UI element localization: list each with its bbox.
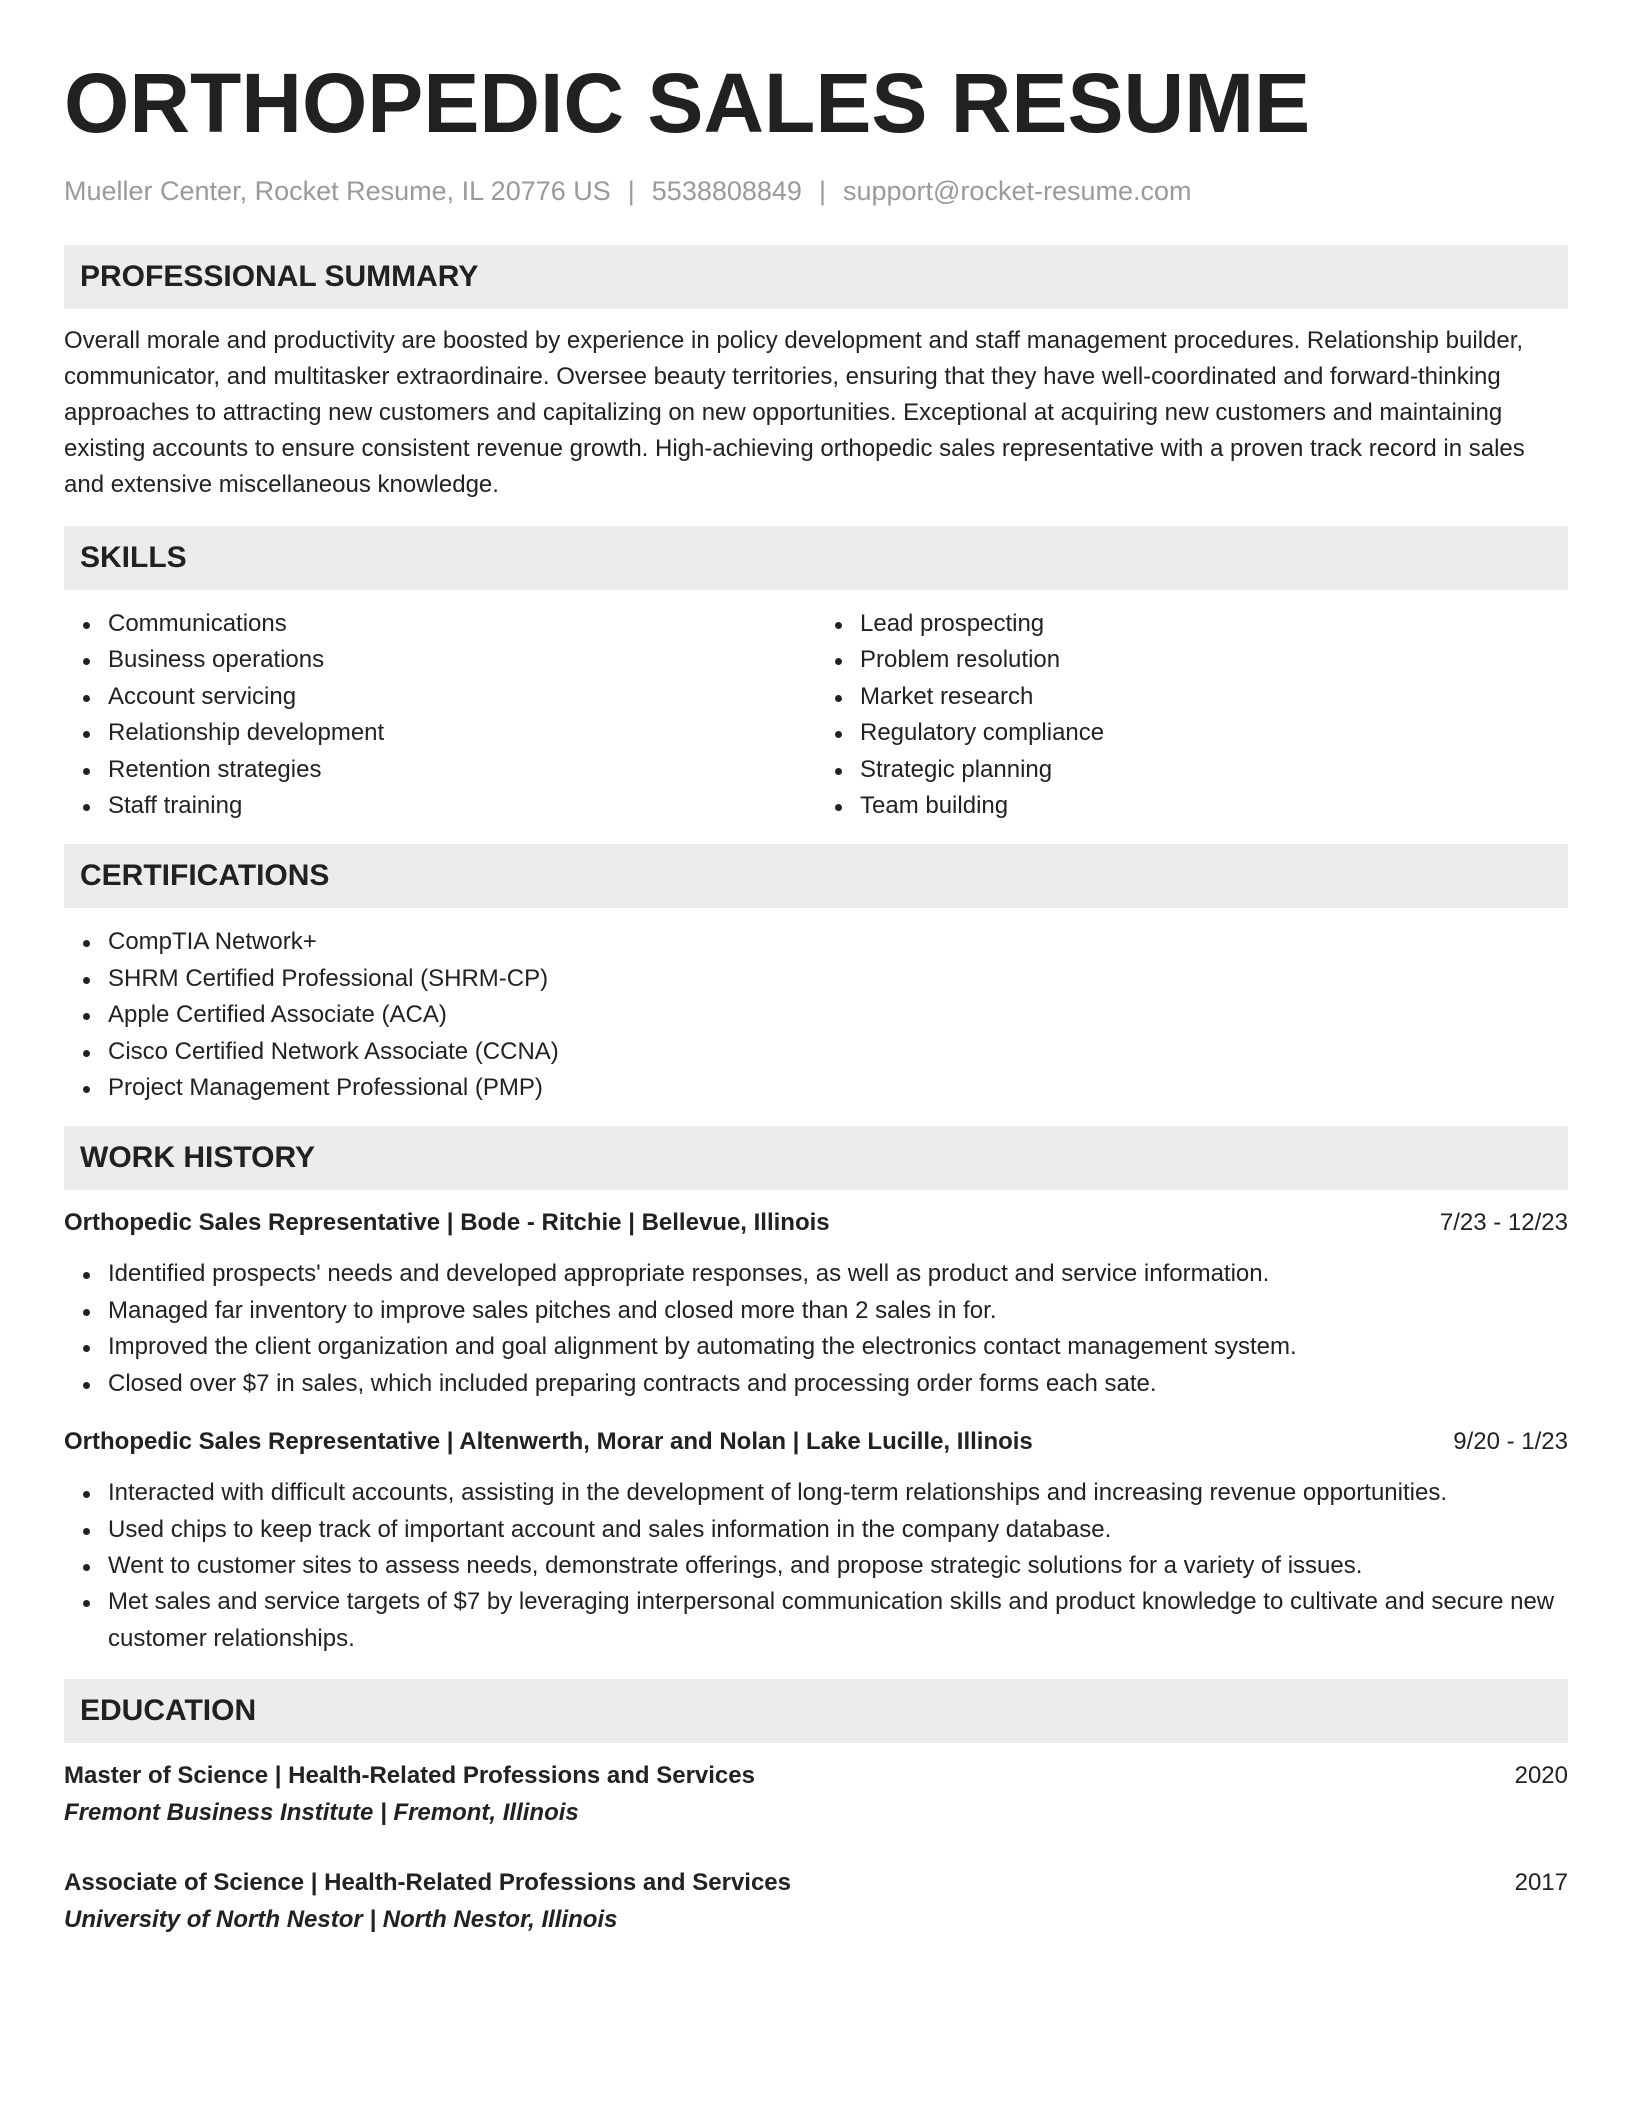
skill-item: Staff training xyxy=(108,788,816,824)
section-heading-skills: SKILLS xyxy=(64,526,1568,590)
resume-title: ORTHOPEDIC SALES RESUME xyxy=(64,56,1311,150)
certification-item: Apple Certified Associate (ACA) xyxy=(108,997,1568,1033)
contact-line xyxy=(64,174,1568,208)
job-bullets xyxy=(64,1475,1568,1657)
education-entry xyxy=(64,1866,1568,1938)
certification-item: Cisco Certified Network Associate (CCNA) xyxy=(108,1034,1568,1070)
job-bullets xyxy=(64,1256,1568,1402)
education-institution: University of North Nestor | North Nestor, Illinois xyxy=(64,1906,618,1934)
job-bullet: Identified prospects' needs and developed appropriate responses, as well as product and service information. xyxy=(108,1256,1568,1292)
skill-item: Market research xyxy=(860,679,1568,715)
skill-item: Communications xyxy=(108,606,816,642)
section-heading-education: EDUCATION xyxy=(64,1679,1568,1743)
contact-address: Mueller Center, Rocket Resume, IL 20776 US xyxy=(64,176,611,206)
certification-item: SHRM Certified Professional (SHRM-CP) xyxy=(108,961,1568,997)
job-entry xyxy=(64,1206,1568,1402)
skill-item: Account servicing xyxy=(108,679,816,715)
contact-separator: | xyxy=(818,176,826,206)
job-bullet: Went to customer sites to assess needs, demonstrate offerings, and propose strategic solutions for a variety of issues. xyxy=(108,1548,1568,1584)
job-header xyxy=(64,1425,1568,1459)
skill-item: Business operations xyxy=(108,642,816,678)
certification-item: Project Management Professional (PMP) xyxy=(108,1070,1568,1106)
education-entry xyxy=(64,1759,1568,1831)
job-title: Orthopedic Sales Representative | Altenwerth, Morar and Nolan | Lake Lucille, Illinois xyxy=(64,1428,1033,1456)
certifications-list xyxy=(64,924,1568,1106)
contact-email: support@rocket-resume.com xyxy=(842,176,1192,206)
job-entry xyxy=(64,1425,1568,1657)
skill-item: Team building xyxy=(860,788,1568,824)
education-year: 2020 xyxy=(1514,1762,1568,1790)
education-year: 2017 xyxy=(1514,1869,1568,1897)
job-bullet: Closed over $7 in sales, which included preparing contracts and processing order forms each sate. xyxy=(108,1366,1568,1402)
section-heading-summary: PROFESSIONAL SUMMARY xyxy=(64,245,1568,309)
skills-column-left xyxy=(64,606,816,824)
skill-item: Strategic planning xyxy=(860,752,1568,788)
section-heading-work-history: WORK HISTORY xyxy=(64,1126,1568,1190)
skill-item: Retention strategies xyxy=(108,752,816,788)
education-header xyxy=(64,1759,1568,1793)
education-degree: Master of Science | Health-Related Professions and Services xyxy=(64,1762,755,1790)
job-dates: 9/20 - 1/23 xyxy=(1453,1428,1568,1456)
contact-separator: | xyxy=(627,176,635,206)
job-bullet: Managed far inventory to improve sales pitches and closed more than 2 sales in for. xyxy=(108,1293,1568,1329)
skill-item: Regulatory compliance xyxy=(860,715,1568,751)
skills-list xyxy=(64,606,1568,824)
section-heading-certifications: CERTIFICATIONS xyxy=(64,844,1568,908)
job-header xyxy=(64,1206,1568,1240)
summary-text: Overall morale and productivity are boosted by experience in policy development and staff management procedures. Relationship builder, communicator, and multitasker extraordinaire. Oversee beauty territories, ensuring that they have well-coordinated and forward-thinking approaches to attracting new customers and capitalizing on new opportunities. Exceptional at acquiring new customers and maintaining existing accounts to ensure consistent revenue growth. High-achieving orthopedic sales representative with a proven track record in sales and extensive miscellaneous knowledge. xyxy=(64,327,1525,498)
job-bullet: Used chips to keep track of important account and sales information in the company database. xyxy=(108,1512,1568,1548)
education-institution: Fremont Business Institute | Fremont, Illinois xyxy=(64,1799,579,1827)
skill-item: Lead prospecting xyxy=(860,606,1568,642)
job-bullet: Improved the client organization and goal alignment by automating the electronics contact management system. xyxy=(108,1329,1568,1365)
job-title: Orthopedic Sales Representative | Bode - Ritchie | Bellevue, Illinois xyxy=(64,1209,830,1237)
resume-page xyxy=(64,58,1568,1938)
job-bullet: Interacted with difficult accounts, assisting in the development of long-term relationships and increasing revenue opportunities. xyxy=(108,1475,1568,1511)
skill-item: Problem resolution xyxy=(860,642,1568,678)
education-degree: Associate of Science | Health-Related Professions and Services xyxy=(64,1869,791,1897)
skill-item: Relationship development xyxy=(108,715,816,751)
certification-item: CompTIA Network+ xyxy=(108,924,1568,960)
skills-column-right xyxy=(816,606,1568,824)
contact-phone: 5538808849 xyxy=(651,176,802,206)
job-dates: 7/23 - 12/23 xyxy=(1439,1209,1568,1237)
job-bullet: Met sales and service targets of $7 by leveraging interpersonal communication skills and product knowledge to cultivate and secure new customer relationships. xyxy=(108,1584,1568,1657)
education-header xyxy=(64,1866,1568,1900)
